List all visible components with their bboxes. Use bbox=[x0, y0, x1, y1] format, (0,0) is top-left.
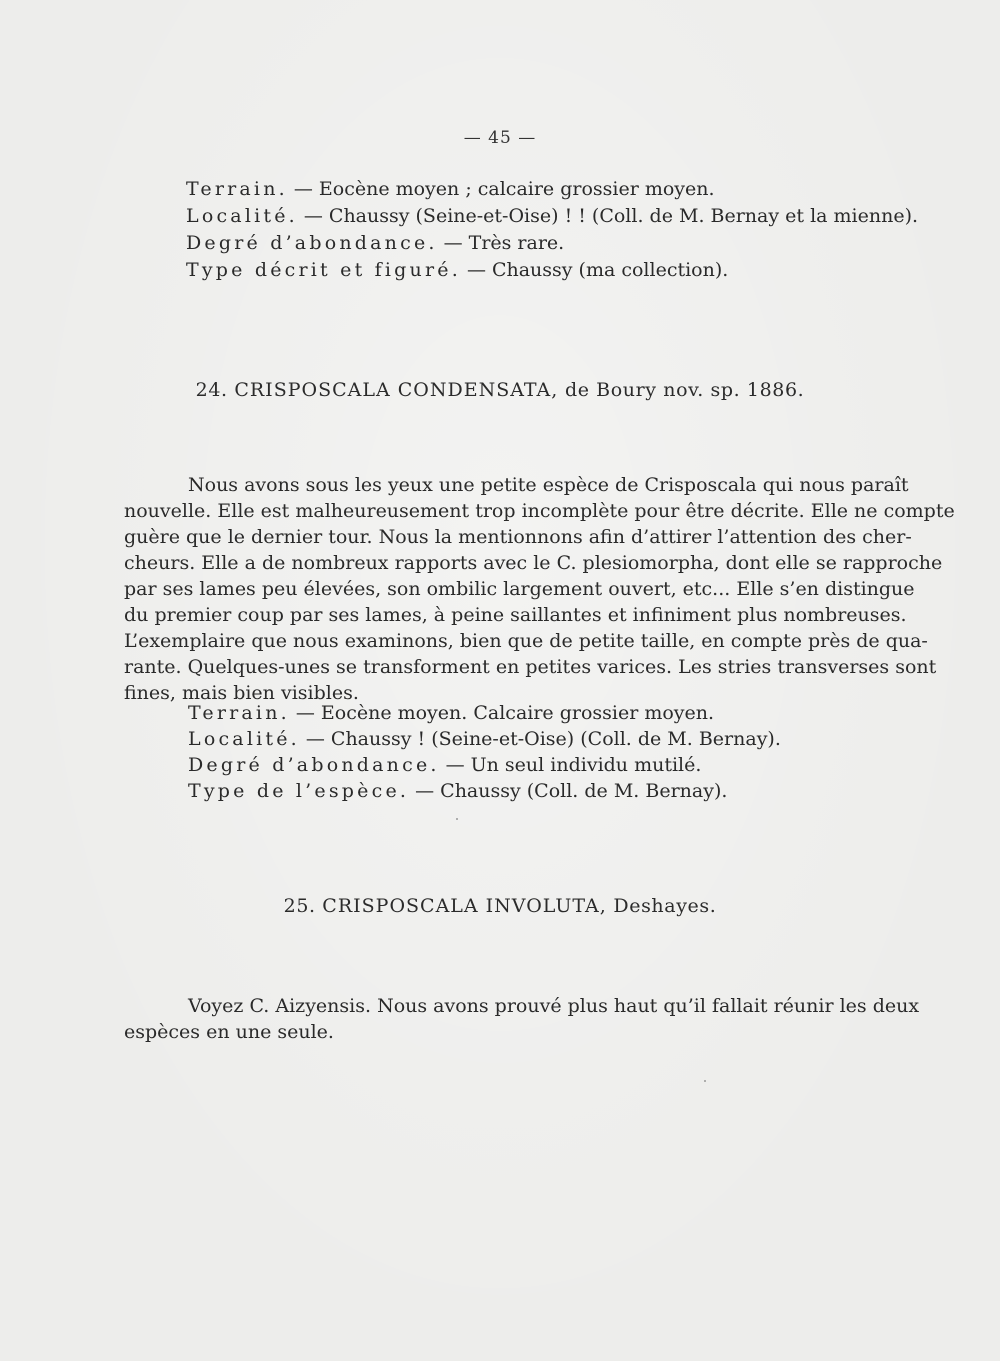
field-terrain bbox=[188, 700, 714, 726]
paragraph-line: par ses lames peu élevées, son ombilic largement ouvert, etc... Elle s’en distingue bbox=[124, 578, 915, 600]
dash-separator: — bbox=[295, 702, 315, 724]
dash-separator: — bbox=[466, 259, 486, 281]
scan-speck bbox=[456, 818, 458, 820]
field-terrain bbox=[186, 176, 715, 202]
field-label: Localité. bbox=[186, 205, 298, 227]
paragraph-line: fines, mais bien visibles. bbox=[124, 682, 359, 704]
field-label: Type décrit et figuré. bbox=[186, 259, 461, 281]
paragraph-line: du premier coup par ses lames, à peine saillantes et infiniment plus nombreuses. bbox=[124, 604, 907, 626]
dash-separator: — bbox=[303, 205, 323, 227]
field-value: Chaussy ! (Seine-et-Oise) (Coll. de M. Bernay). bbox=[330, 728, 781, 750]
field-label: Terrain. bbox=[188, 702, 290, 724]
species-number: 24. bbox=[195, 379, 228, 401]
dash-separator: — bbox=[445, 754, 465, 776]
field-value: Très rare. bbox=[468, 232, 565, 254]
paragraph-line: rante. Quelques-unes se transforment en petites varices. Les stries transverses sont bbox=[124, 656, 937, 678]
paragraph-line: espèces en une seule. bbox=[124, 1021, 334, 1043]
field-type bbox=[186, 257, 728, 283]
field-value: Eocène moyen. Calcaire grossier moyen. bbox=[320, 702, 715, 724]
field-label: Terrain. bbox=[186, 178, 288, 200]
paragraph-line: L’exemplaire que nous examinons, bien que de petite taille, en compte près de qua- bbox=[124, 630, 928, 652]
dash-separator: — bbox=[443, 232, 463, 254]
paragraph-line: Voyez C. Aizyensis. Nous avons prouvé plus haut qu’il fallait réunir les deux bbox=[188, 995, 920, 1017]
paragraph-line: Nous avons sous les yeux une petite espèce de Crisposcala qui nous paraît bbox=[188, 474, 909, 496]
dash-separator: — bbox=[293, 178, 313, 200]
scan-speck bbox=[704, 1080, 706, 1082]
field-label: Degré d’abondance. bbox=[186, 232, 438, 254]
field-label: Type de l’espèce. bbox=[188, 780, 410, 802]
field-value: Eocène moyen ; calcaire grossier moyen. bbox=[318, 178, 715, 200]
field-value: Chaussy (ma collection). bbox=[491, 259, 729, 281]
species-heading-25 bbox=[0, 895, 1000, 917]
paragraph-line: nouvelle. Elle est malheureusement trop incomplète pour être décrite. Elle ne compte bbox=[124, 500, 955, 522]
field-label: Localité. bbox=[188, 728, 300, 750]
species-name: CRISPOSCALA CONDENSATA, bbox=[234, 379, 559, 401]
field-type bbox=[188, 778, 727, 804]
species-author: de Boury nov. sp. 1886. bbox=[564, 379, 805, 401]
species-author: Deshayes. bbox=[613, 895, 717, 917]
dash-separator: — bbox=[415, 780, 435, 802]
page-number: — 45 — bbox=[463, 128, 537, 148]
field-value: Chaussy (Seine-et-Oise) ! ! (Coll. de M. Bernay et la mienne). bbox=[328, 205, 919, 227]
field-value: Un seul individu mutilé. bbox=[470, 754, 702, 776]
field-degre-abondance bbox=[186, 230, 564, 256]
paragraph-line: cheurs. Elle a de nombreux rapports avec le C. plesiomorpha, dont elle se rapproche bbox=[124, 552, 943, 574]
paragraph-line: guère que le dernier tour. Nous la mentionnons afin d’attirer l’attention des cher- bbox=[124, 526, 912, 548]
species-heading-24 bbox=[0, 379, 1000, 401]
field-value: Chaussy (Coll. de M. Bernay). bbox=[440, 780, 728, 802]
species-name: CRISPOSCALA INVOLUTA, bbox=[322, 895, 607, 917]
species-number: 25. bbox=[283, 895, 316, 917]
field-label: Degré d’abondance. bbox=[188, 754, 440, 776]
field-localite bbox=[188, 726, 781, 752]
field-localite bbox=[186, 203, 918, 229]
dash-separator: — bbox=[305, 728, 325, 750]
field-degre-abondance bbox=[188, 752, 701, 778]
